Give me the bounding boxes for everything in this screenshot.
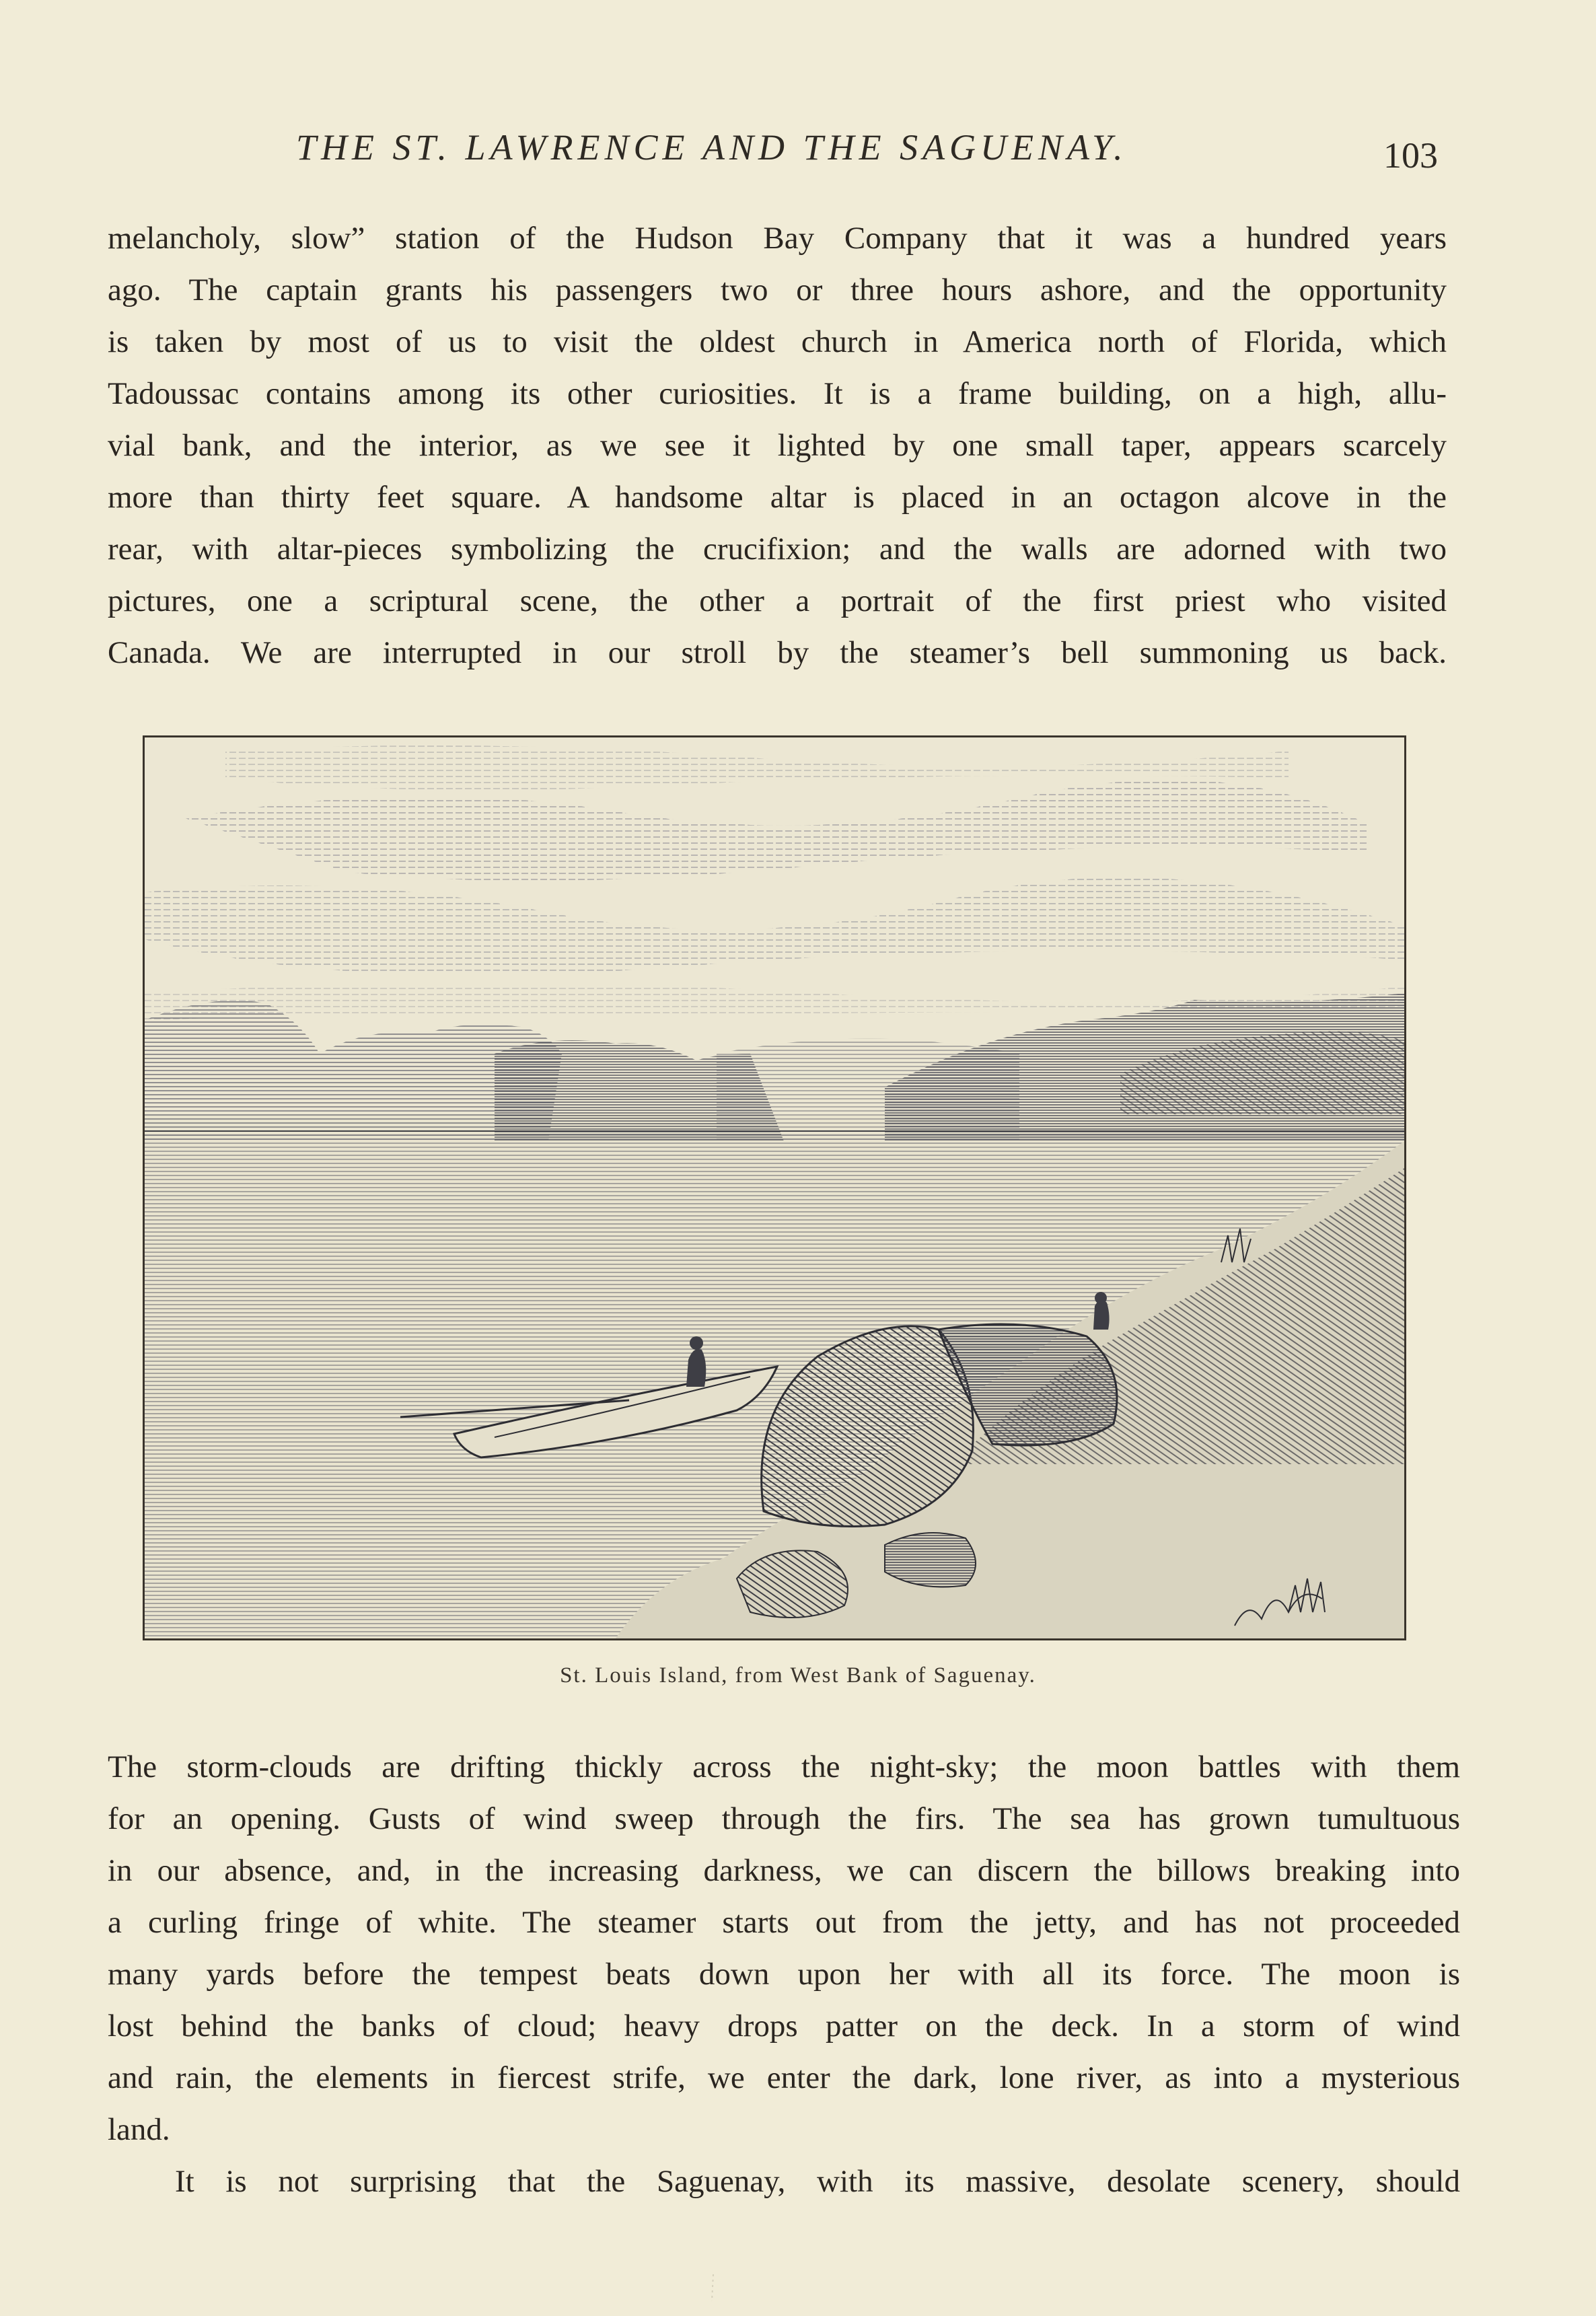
text-line: pictures, one a scriptural scene, the other a portrait of the first priest who visited xyxy=(108,583,1447,618)
text-line: is taken by most of us to visit the oldest church in America north of Florida, which xyxy=(108,324,1447,359)
running-title: THE ST. LAWRENCE AND THE SAGUENAY. xyxy=(296,127,1128,168)
text-line: rear, with altar-pieces symbolizing the crucifixion; and the walls are adorned with two xyxy=(108,532,1447,567)
text-line: for an opening. Gusts of wind sweep through the firs. The sea has grown tumultuous xyxy=(108,1801,1460,1836)
text-line: It is not surprising that the Saguenay, with its massive, desolate scenery, should xyxy=(175,2164,1460,2199)
text-line: ago. The captain grants his passengers two or three hours ashore, and the opportunity xyxy=(108,273,1447,307)
text-line: lost behind the banks of cloud; heavy drops patter on the deck. In a storm of wind xyxy=(108,2009,1460,2043)
text-line: Tadoussac contains among its other curiosities. It is a frame building, on a high, allu- xyxy=(108,376,1447,411)
paragraph-1 xyxy=(108,213,1447,679)
engraving-illustration xyxy=(143,735,1406,1640)
text-line: more than thirty feet square. A handsome altar is placed in an octagon alcove in the xyxy=(108,480,1447,515)
text-line: Canada. We are interrupted in our stroll by the steamer’s bell summoning us back. xyxy=(108,635,1447,670)
text-line: a curling fringe of white. The steamer starts out from the jetty, and has not proceeded xyxy=(108,1905,1460,1940)
page-header xyxy=(0,126,1596,180)
text-line: and rain, the elements in fiercest strife, we enter the dark, lone river, as into a mysterious xyxy=(108,2060,1460,2095)
text-line: land. xyxy=(108,2112,170,2147)
landscape-engraving xyxy=(145,737,1404,1638)
text-line: melancholy, slow” station of the Hudson Bay Company that it was a hundred years xyxy=(108,221,1447,256)
figure-caption: St. Louis Island, from West Bank of Saguenay. xyxy=(560,1663,1036,1688)
page-number: 103 xyxy=(1383,135,1438,176)
text-line: The storm-clouds are drifting thickly across the night-sky; the moon battles with them xyxy=(108,1749,1460,1784)
text-line: many yards before the tempest beats down upon her with all its force. The moon is xyxy=(108,1957,1460,1992)
paragraph-3 xyxy=(175,2156,1460,2208)
text-line: in our absence, and, in the increasing darkness, we can discern the billows breaking into xyxy=(108,1853,1460,1888)
paragraph-2 xyxy=(108,1741,1460,2156)
paper-smudge xyxy=(706,2274,720,2301)
text-line: vial bank, and the interior, as we see it lighted by one small taper, appears scarcely xyxy=(108,428,1447,463)
